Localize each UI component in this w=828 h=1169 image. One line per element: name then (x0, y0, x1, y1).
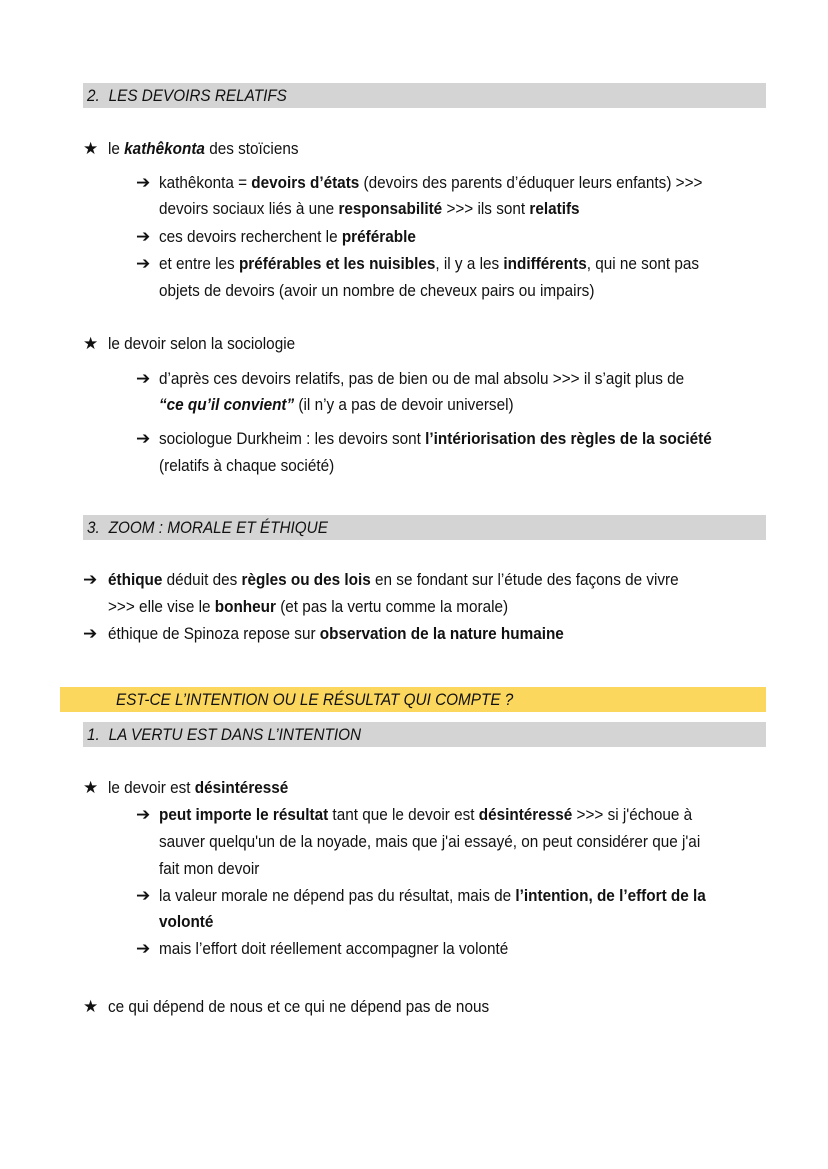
text-run: objets de devoirs (avoir un nombre de cheveux pairs ou impairs) (159, 281, 595, 300)
bold-text: préférable (341, 227, 416, 246)
text-run: >>> ils sont (442, 199, 530, 218)
bold-text: peut importe le résultat (159, 805, 329, 824)
section-heading-zoom (83, 515, 766, 540)
arrow-icon: ➔ (136, 173, 151, 193)
text-run: sociologue Durkheim : les devoirs sont (159, 429, 426, 448)
item-text-line (159, 226, 416, 248)
section-number: 1. (87, 725, 100, 744)
star-icon: ★ (83, 997, 99, 1017)
bold-text: l’intention, de l’effort de la (515, 886, 706, 905)
bold-text: indifférents (503, 254, 587, 273)
item-text-line (108, 623, 564, 645)
text-run: mais l’effort doit réellement accompagner la volonté (159, 939, 509, 958)
section-title: ZOOM : MORALE ET ÉTHIQUE (108, 518, 328, 537)
item-text-line (159, 280, 594, 302)
item-text-line (159, 172, 703, 194)
item-text-line (108, 569, 679, 591)
text-run: >>> si j'échoue à (572, 805, 693, 824)
text-run: (relatifs à chaque société) (159, 456, 335, 475)
text-run: d’après ces devoirs relatifs, pas de bien ou de mal absolu >>> il s’agit plus de (159, 369, 685, 388)
arrow-icon: ➔ (136, 369, 151, 389)
bold-text: responsabilité (338, 199, 443, 218)
item-text-line (159, 253, 699, 275)
bold-text: désintéressé (478, 805, 573, 824)
text-run: (devoirs des parents d’éduquer leurs enfants) >>> (359, 173, 703, 192)
item-text-line (159, 368, 684, 390)
chapter-heading (60, 687, 766, 712)
bold-text: devoirs d’états (251, 173, 360, 192)
item-text-line (159, 198, 580, 220)
bold-italic-text: “ce qu’il convient” (159, 395, 295, 414)
text-run: (il n’y a pas de devoir universel) (294, 395, 514, 414)
arrow-icon: ➔ (136, 805, 151, 825)
arrow-icon: ➔ (136, 429, 151, 449)
chapter-title: EST-CE L’INTENTION OU LE RÉSULTAT QUI COMPTE ? (116, 690, 514, 709)
bold-text: désintéressé (194, 778, 289, 797)
section-number: 3. (87, 518, 100, 537)
item-text-line (159, 428, 712, 450)
item-text-line (159, 394, 514, 416)
item-text-line (159, 858, 259, 880)
text-run: des stoïciens (204, 139, 299, 158)
bold-text: règles ou des lois (241, 570, 371, 589)
item-text-line (108, 138, 299, 160)
item-text-line (108, 333, 295, 355)
text-run: ce qui dépend de nous et ce qui ne dépend pas de nous (108, 997, 490, 1016)
item-text-line (108, 996, 489, 1018)
text-run: , qui ne sont pas (586, 254, 700, 273)
text-run: sauver quelqu'un de la noyade, mais que j'ai essayé, on peut considérer que j'ai (159, 832, 701, 851)
section-title: LA VERTU EST DANS L’INTENTION (108, 725, 362, 744)
bold-text: éthique (108, 570, 163, 589)
section-heading-vertu (83, 722, 766, 747)
star-icon: ★ (83, 139, 99, 159)
text-run: devoirs sociaux liés à une (159, 199, 339, 218)
arrow-icon: ➔ (136, 254, 151, 274)
text-run: fait mon devoir (159, 859, 260, 878)
text-run: le devoir selon la sociologie (108, 334, 296, 353)
star-icon: ★ (83, 334, 99, 354)
arrow-icon: ➔ (83, 570, 98, 590)
bold-text: relatifs (529, 199, 580, 218)
arrow-icon: ➔ (136, 227, 151, 247)
text-run: ces devoirs recherchent le (159, 227, 342, 246)
bold-text: observation de la nature humaine (319, 624, 564, 643)
section-heading-devoirs-relatifs (83, 83, 766, 108)
bold-text: volonté (159, 912, 214, 931)
bold-italic-text: kathêkonta (124, 139, 205, 158)
text-run: éthique de Spinoza repose sur (108, 624, 320, 643)
item-text-line (108, 596, 508, 618)
text-run: >>> elle vise le (108, 597, 215, 616)
section-heading-text (87, 515, 328, 540)
item-text-line (159, 455, 334, 477)
text-run: déduit des (162, 570, 242, 589)
text-run: la valeur morale ne dépend pas du résultat, mais de (159, 886, 516, 905)
arrow-icon: ➔ (83, 624, 98, 644)
bold-text: préférables et les nuisibles (238, 254, 436, 273)
text-run: kathêkonta = (159, 173, 252, 192)
text-run: le (108, 139, 125, 158)
text-run: tant que le devoir est (328, 805, 479, 824)
bold-text: l’intériorisation des règles de la société (425, 429, 712, 448)
section-title: LES DEVOIRS RELATIFS (108, 86, 287, 105)
text-run: et entre les (159, 254, 239, 273)
arrow-icon: ➔ (136, 939, 151, 959)
item-text-line (159, 938, 508, 960)
item-text-line (108, 777, 288, 799)
section-heading-text (87, 722, 361, 747)
text-run: , il y a les (435, 254, 504, 273)
bold-text: bonheur (214, 597, 276, 616)
section-number: 2. (87, 86, 100, 105)
text-run: (et pas la vertu comme la morale) (275, 597, 509, 616)
item-text-line (159, 911, 213, 933)
text-run: en se fondant sur l’étude des façons de vivre (370, 570, 679, 589)
star-icon: ★ (83, 778, 99, 798)
section-heading-text (87, 83, 287, 108)
text-run: le devoir est (108, 778, 195, 797)
item-text-line (159, 804, 692, 826)
item-text-line (159, 885, 706, 907)
item-text-line (159, 831, 700, 853)
arrow-icon: ➔ (136, 886, 151, 906)
